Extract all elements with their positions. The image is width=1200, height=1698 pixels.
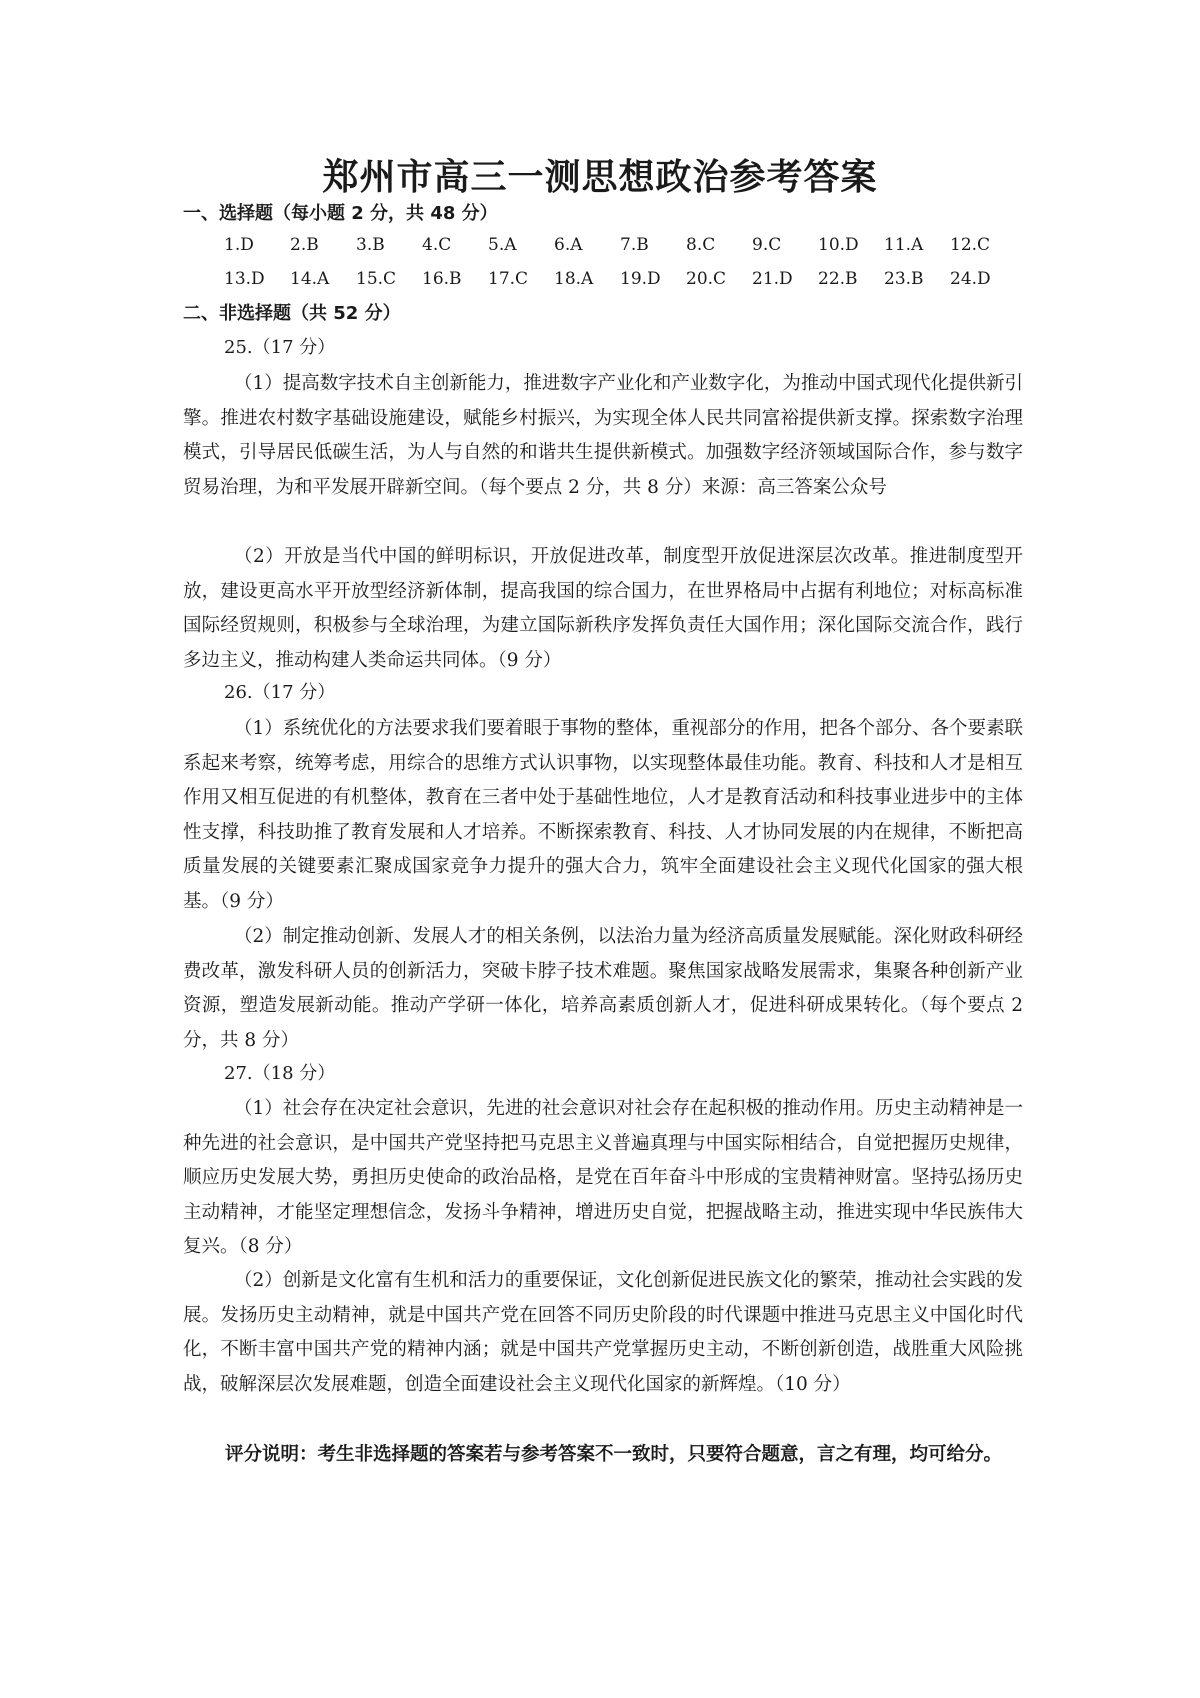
question-26-part-2: （2）制定推动创新、发展人才的相关条例，以法治力量为经济高质量发展赋能。深化财政科研经费改革，激发科研人员的创新活力，突破卡脖子技术难题。聚焦国家战略发展需求，集聚各种创新产业资源，塑造发展新动能。推动产学研一体化，培养高素质创新人才，促进科研成果转化。（每个要点 2 分，共 8 分） [183, 926, 1023, 1051]
answer-item: 19.D [620, 269, 661, 289]
question-27-part-2: （2）创新是文化富有生机和活力的重要保证，文化创新促进民族文化的繁荣，推动社会实践的发展。发扬历史主动精神，就是中国共产党在回答不同历史阶段的时代课题中推进马克思主义中国化时代化，不断丰富中国共产党的精神内涵；就是中国共产党掌握历史主动，不断创新创造，战胜重大风险挑战，破解深层次发展难题，创造全面建设社会主义现代化国家的新辉煌。（10 分） [183, 1270, 1023, 1395]
section-1-heading: 一、选择题（每小题 2 分，共 48 分） [183, 203, 498, 224]
question-25-label: 25.（17 分） [224, 337, 336, 358]
question-26-part-1: （1）系统优化的方法要求我们要着眼于事物的整体，重视部分的作用，把各个部分、各个要素联系起来考察，统筹考虑，用综合的思维方式认识事物，以实现整体最佳功能。教育、科技和人才是相互作用又相互促进的有机整体，教育在三者中处于基础性地位，人才是教育活动和科技事业进步中的主体性支撑，科技助推了教育发展和人才培养。不断探索教育、科技、人才协同发展的内在规律，不断把高质量发展的关键要素汇聚成国家竞争力提升的强大合力，筑牢全面建设社会主义现代化国家的强大根基。（9 分） [183, 718, 1023, 912]
answer-item: 21.D [752, 269, 793, 289]
answer-item: 20.C [686, 269, 727, 289]
answer-item: 15.C [356, 269, 397, 289]
answer-item: 16.B [422, 269, 462, 289]
answers-row-1 [224, 230, 1044, 260]
answer-item: 3.B [356, 235, 385, 255]
answers-row-2 [224, 264, 1044, 294]
question-25-part-2: （2）开放是当代中国的鲜明标识，开放促进改革，制度型开放促进深层次改革。推进制度型开放，建设更高水平开放型经济新体制，提高我国的综合国力，在世界格局中占据有利地位；对标高标准国际经贸规则，积极参与全球治理，为建立国际新秩序发挥负责任大国作用；深化国际交流合作，践行多边主义，推动构建人类命运共同体。（9 分） [183, 546, 1023, 671]
answer-item: 1.D [224, 235, 254, 255]
question-27-label: 27.（18 分） [224, 1063, 336, 1084]
question-26-label: 26.（17 分） [224, 682, 336, 703]
answer-item: 8.C [686, 235, 716, 255]
answer-item: 7.B [620, 235, 649, 255]
answer-item: 9.C [752, 235, 782, 255]
answer-item: 23.B [884, 269, 924, 289]
answer-item: 6.A [554, 235, 583, 255]
answer-item: 2.B [290, 235, 319, 255]
answer-item: 24.D [950, 269, 991, 289]
answer-item: 13.D [224, 269, 265, 289]
answer-item: 18.A [554, 269, 594, 289]
answer-item: 22.B [818, 269, 858, 289]
answer-item: 10.D [818, 235, 859, 255]
answer-item: 14.A [290, 269, 330, 289]
scoring-note: 评分说明：考生非选择题的答案若与参考答案不一致时，只要符合题意，言之有理，均可给分。 [225, 1444, 1003, 1465]
document-title: 郑州市高三一测思想政治参考答案 [322, 157, 878, 198]
answer-item: 11.A [884, 235, 924, 255]
section-2-heading: 二、非选择题（共 52 分） [183, 303, 401, 324]
answer-item: 17.C [488, 269, 529, 289]
answer-item: 12.C [950, 235, 991, 255]
answer-item: 4.C [422, 235, 452, 255]
question-25-part-1: （1）提高数字技术自主创新能力，推进数字产业化和产业数字化，为推动中国式现代化提供新引擎。推进农村数字基础设施建设，赋能乡村振兴，为实现全体人民共同富裕提供新支撑。探索数字治理模式，引导居民低碳生活，为人与自然的和谐共生提供新模式。加强数字经济领域国际合作，参与数字贸易治理，为和平发展开辟新空间。（每个要点 2 分，共 8 分）来源：高三答案公众号 [183, 373, 1023, 498]
answer-item: 5.A [488, 235, 517, 255]
question-27-part-1: （1）社会存在决定社会意识，先进的社会意识对社会存在起积极的推动作用。历史主动精神是一种先进的社会意识，是中国共产党坚持把马克思主义普遍真理与中国实际相结合，自觉把握历史规律，顺应历史发展大势，勇担历史使命的政治品格，是党在百年奋斗中形成的宝贵精神财富。坚持弘扬历史主动精神，才能坚定理想信念，发扬斗争精神，增进历史自觉，把握战略主动，推进实现中华民族伟大复兴。（8 分） [183, 1098, 1023, 1258]
